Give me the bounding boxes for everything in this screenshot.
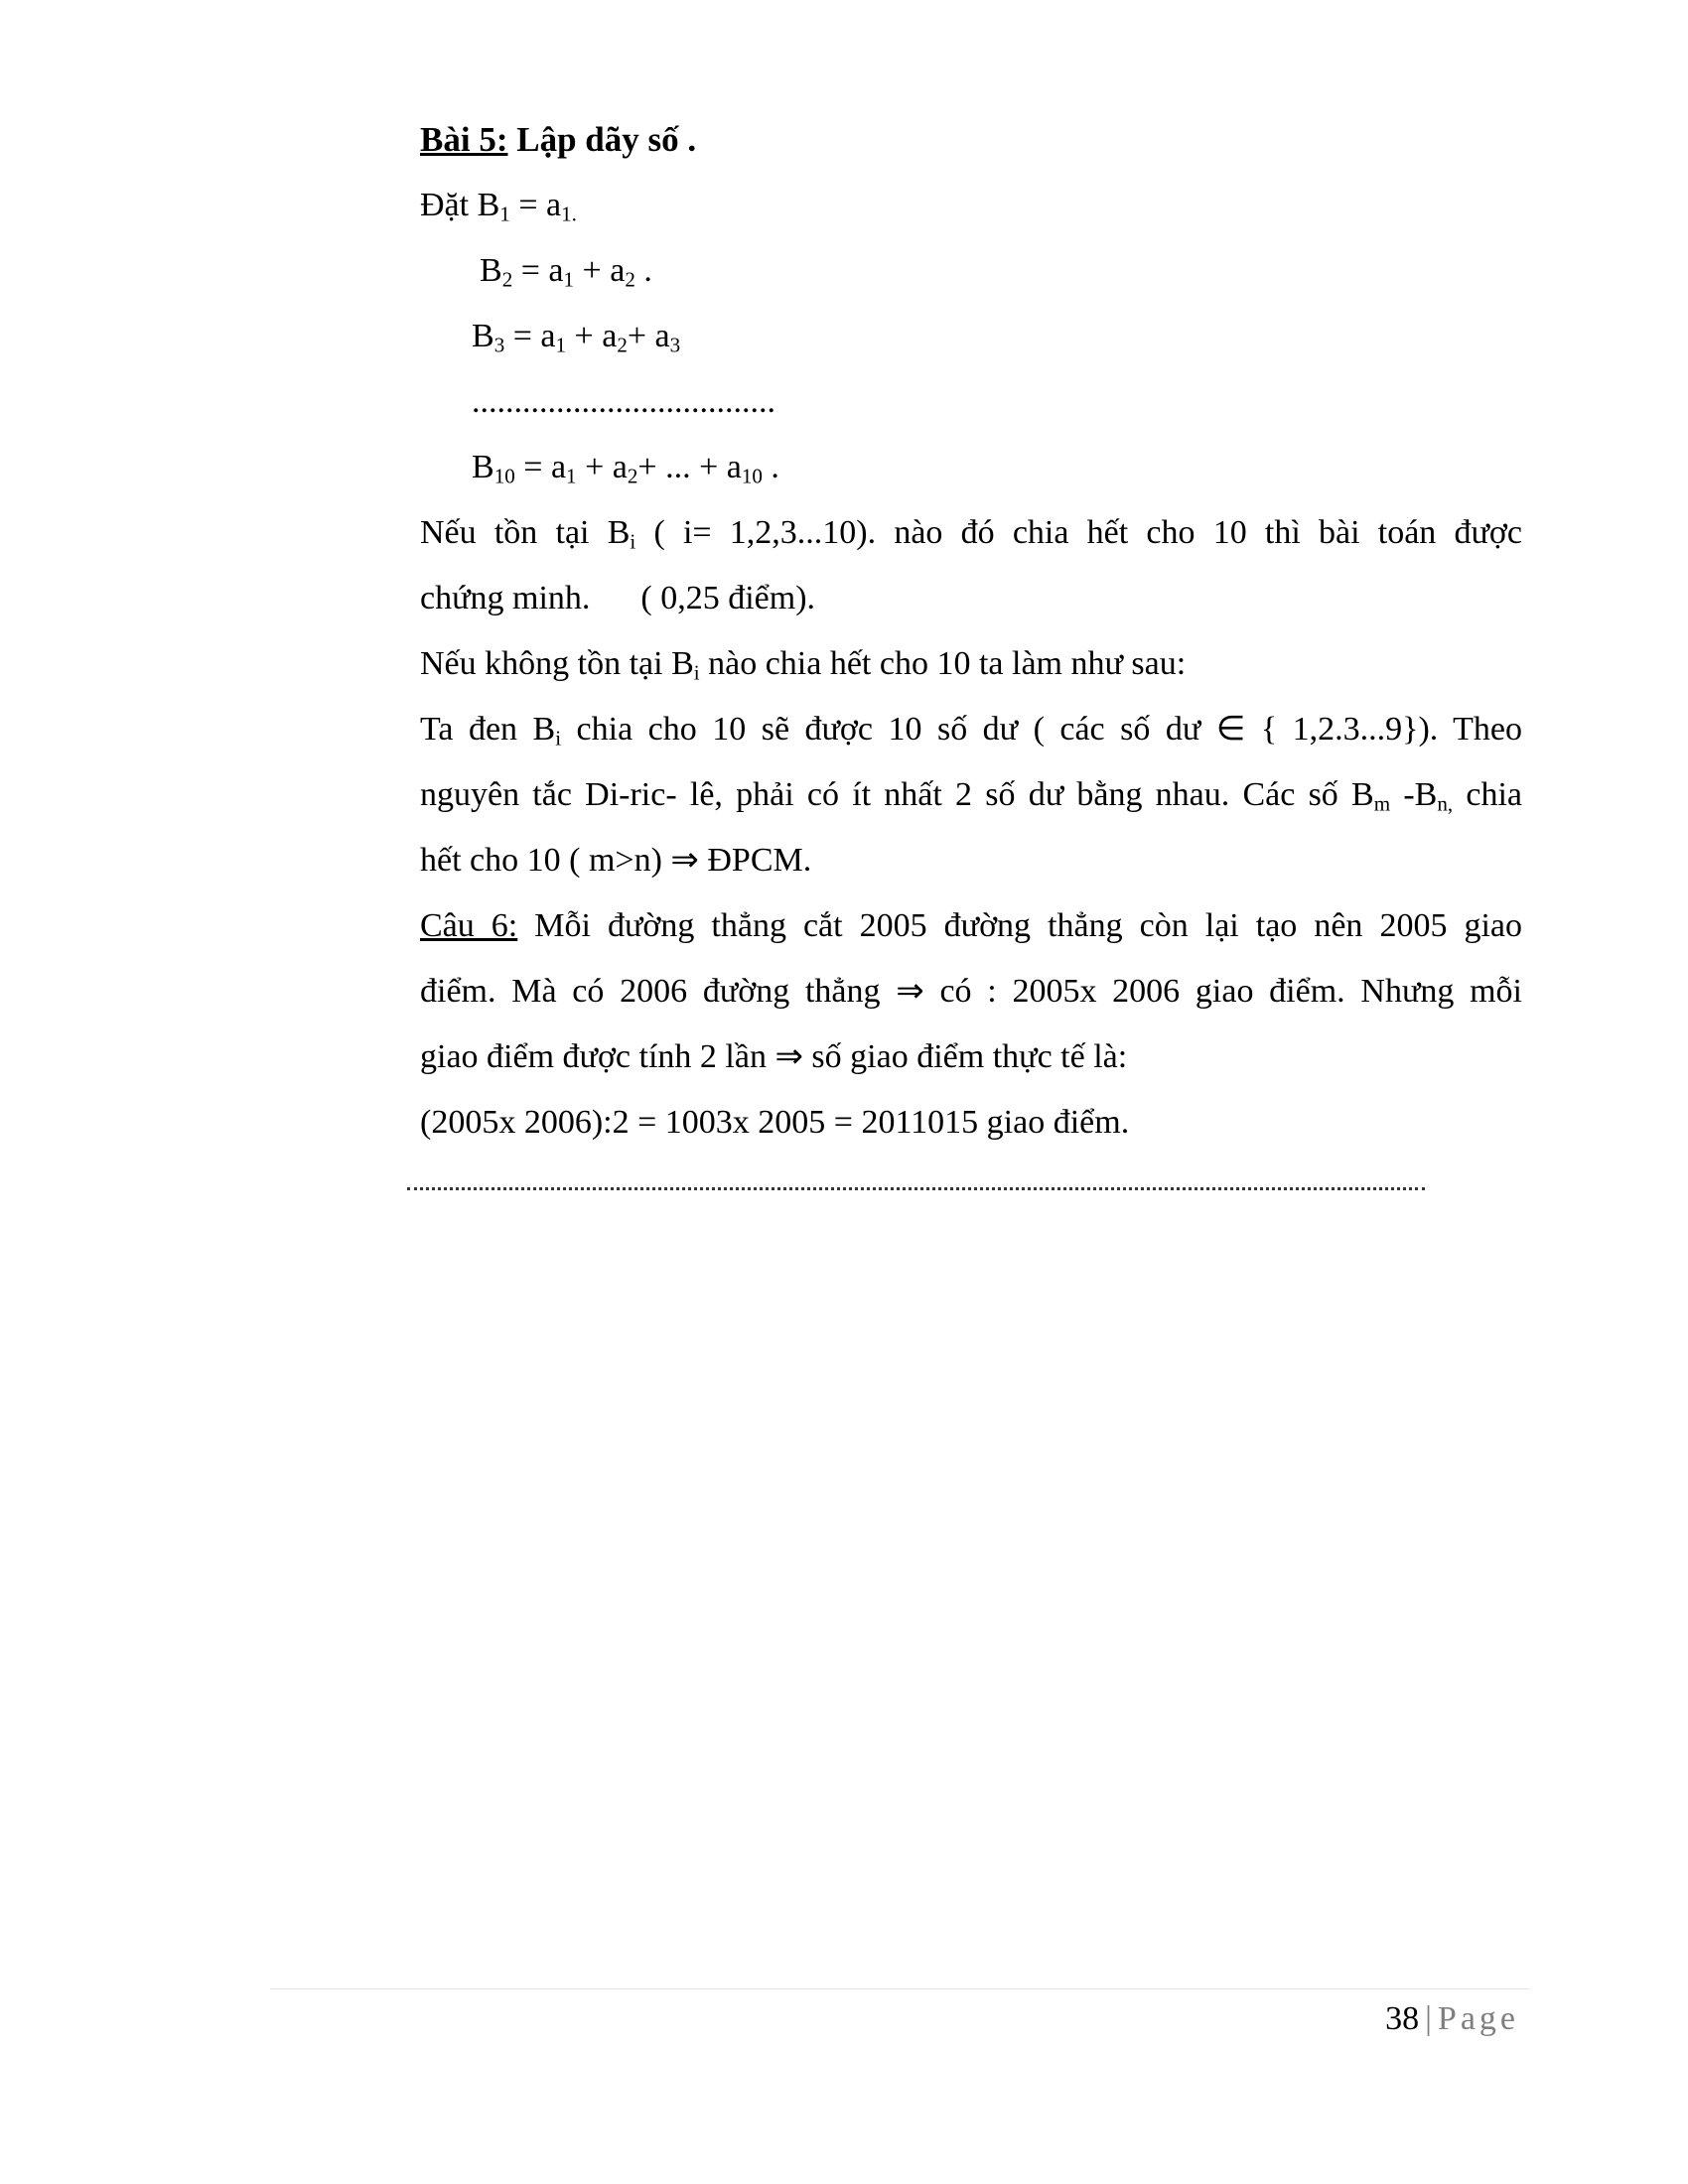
b1-sub: 1 — [499, 202, 510, 226]
p3b-part: nguyên tắc Di-ric- lê, phải có ít nhất 2 số dư bằng nhau. Các số B — [420, 776, 1374, 813]
definition-b10 — [420, 435, 1522, 500]
dotted-separator — [407, 1187, 1425, 1190]
p2-part: nào chia hết cho 10 ta làm như sau: — [699, 645, 1187, 682]
b3-sub: 2 — [617, 333, 628, 357]
b3-part: + a — [566, 318, 618, 354]
b10-part: + ... + a — [637, 449, 742, 485]
page-footer — [1385, 1995, 1519, 2043]
b3-sub: 3 — [493, 333, 505, 357]
question-6-label: Câu 6: — [420, 907, 518, 944]
p3b-sub: m — [1373, 791, 1391, 816]
b2-part: + a — [574, 252, 626, 289]
question-6-line-3: giao điểm được tính 2 lần ⇒ số giao điểm thực tế là: — [420, 1038, 1128, 1075]
b2-part: B — [480, 252, 502, 289]
b10-part: + a — [576, 449, 628, 485]
b3-sub: 3 — [669, 333, 681, 357]
b2-sub: 2 — [501, 267, 513, 292]
question-6-line-2: điểm. Mà có 2006 đường thẳng ⇒ có : 2005x 2006 giao điểm. Nhưng mỗi — [420, 973, 1522, 1010]
paragraph-case-exists — [420, 500, 1522, 566]
p3-part: Ta đen B — [420, 711, 556, 748]
paragraph-case-not-exists — [420, 631, 1522, 697]
document-body — [420, 107, 1522, 1156]
b1-mid: = a — [509, 187, 562, 223]
page-number: 38 — [1385, 2000, 1420, 2037]
p2-part: Nếu không tồn tại B — [420, 645, 694, 682]
definition-b1 — [420, 173, 1522, 238]
footer-rule — [270, 1988, 1529, 1989]
b10-part: . — [762, 449, 779, 485]
b10-part: = a — [514, 449, 567, 485]
b10-sub: 10 — [493, 464, 515, 488]
b2-sub: 2 — [625, 267, 635, 292]
b2-part: = a — [512, 252, 564, 289]
question-6-line-4: (2005x 2006):2 = 1003x 2005 = 2011015 giao điểm. — [420, 1104, 1130, 1141]
b1-sub-a: 1. — [561, 202, 577, 226]
p3-sub: i — [555, 726, 562, 751]
p2-sub: i — [693, 660, 700, 685]
p3-part: chia cho 10 sẽ được 10 số dư ( các số dư ∈ { 1,2.3...9}). Theo — [561, 711, 1522, 748]
question-6-line-1 — [420, 893, 1522, 959]
b10-part: B — [472, 449, 494, 485]
paragraph-case-exists-end: chứng minh. ( 0,25 điểm). — [420, 580, 816, 616]
definition-b3 — [420, 304, 1522, 369]
b3-part: = a — [504, 318, 556, 354]
p3b-part: -B — [1390, 776, 1438, 813]
b2-sub: 1 — [563, 267, 575, 292]
b3-part: B — [472, 318, 494, 354]
p1-sub: i — [630, 529, 636, 554]
b1-lead: Đặt B — [420, 187, 500, 223]
exercise-title — [420, 107, 1522, 173]
p3b-part: chia — [1453, 776, 1522, 813]
page-word: Page — [1437, 2000, 1519, 2037]
exercise-label: Bài 5: — [420, 120, 508, 159]
b10-sub: 10 — [741, 464, 763, 488]
b3-sub: 1 — [555, 333, 567, 357]
b3-part: + a — [627, 318, 670, 354]
p1-part: Nếu tồn tại B — [420, 514, 631, 551]
b2-part: . — [634, 252, 652, 289]
footer-separator: | — [1425, 2000, 1432, 2037]
exercise-heading: Lập dãy số . — [507, 120, 697, 159]
p3b-sub: n, — [1437, 791, 1454, 816]
paragraph-remainders — [420, 697, 1522, 762]
ellipsis-line: .................................... — [472, 383, 775, 420]
p1-part: ( i= 1,2,3...10). nào đó chia hết cho 10 thì bài toán được — [635, 514, 1522, 551]
b10-sub: 2 — [627, 464, 638, 488]
definition-b2 — [420, 238, 1522, 304]
paragraph-dirichlet — [420, 762, 1522, 828]
paragraph-conclusion: hết cho 10 ( m>n) ⇒ ĐPCM. — [420, 842, 812, 879]
question-6-text: Mỗi đường thẳng cắt 2005 đường thẳng còn lại tạo nên 2005 giao — [517, 907, 1523, 944]
b10-sub: 1 — [566, 464, 577, 488]
